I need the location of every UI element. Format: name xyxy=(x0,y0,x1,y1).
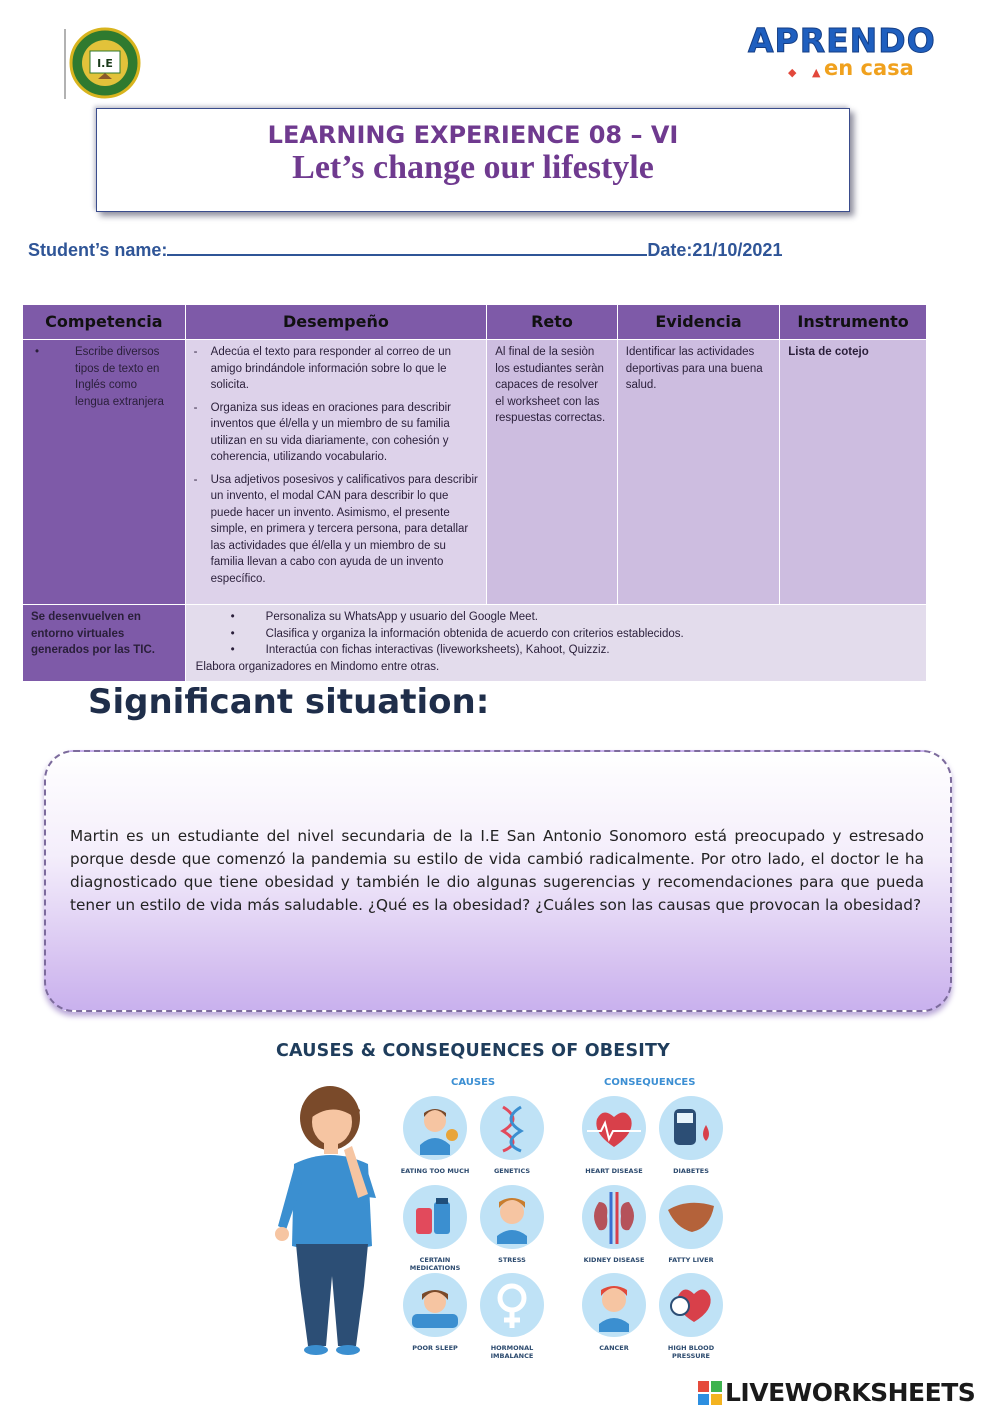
aprendo-en-casa-logo xyxy=(748,21,936,84)
desempeno-item: - Usa adjetivos posesivos y calificativos para describir un invento, el modal CAN para describir lo que puede hacer un invento. Asimismo, el presente simple, en primera y tercera persona, para detallar las actividades que él/ella y un miembro de su familia llevan a cabo con ayuda de un invento específico. xyxy=(193,473,478,585)
consequences-heading: CONSEQUENCES xyxy=(604,1077,696,1088)
significant-situation-heading: Significant situation: xyxy=(88,682,490,722)
competencia-text: Escribe diversos tipos de texto en Inglés como lengua extranjera xyxy=(75,346,164,408)
logo-shapes-icon: ◆ ▲ xyxy=(788,66,827,79)
cause-stress: STRESS xyxy=(472,1184,552,1264)
competencia-cell xyxy=(23,340,185,605)
stress-icon xyxy=(479,1184,545,1250)
situation-text: Martin es un estudiante del nivel secundaria de la I.E San Antonio Sonomoro está preocupado y estresado porque desde que comenzó la pandemia su estilo de vida cambió radicalmente. Por otro lado, el doctor le ha diagnosticado que tiene obesidad y también le dio algunas sugerencias y recomendaciones para que pueda tener un estilo de vida más saludable. ¿Qué es la obesidad? ¿Cuáles son las causas que provocan la obesidad? xyxy=(70,827,924,914)
medication-icon xyxy=(402,1184,468,1250)
student-name-field[interactable] xyxy=(167,240,647,256)
title-box xyxy=(96,108,850,212)
consequence-heart-disease: HEART DISEASE xyxy=(574,1095,654,1175)
table-row xyxy=(23,340,927,605)
consequence-cancer: CANCER xyxy=(574,1272,654,1352)
tic-label-cell: Se desenvuelven en entorno virtuales generados por las TIC. xyxy=(23,605,185,681)
header-reto: Reto xyxy=(487,305,618,340)
bullet: • xyxy=(35,346,40,358)
desempeno-item: - Organiza sus ideas en oraciones para describir inventos que él/ella y un miembro de su familia utilizan en su vida diariamente, con cohesión y coherencia, utilizando vocabulario. xyxy=(193,401,452,463)
glucometer-icon xyxy=(658,1095,724,1161)
learning-experience-title: LEARNING EXPERIENCE 08 – VI xyxy=(267,121,679,149)
female-symbol-icon xyxy=(479,1272,545,1338)
desempeno-item: - Adecúa el texto para responder al correo de un amigo brindándole información sobre lo que le solicita. xyxy=(193,346,452,391)
liver-icon xyxy=(658,1184,724,1250)
aprendo-word: APRENDO xyxy=(748,21,936,60)
eating-icon xyxy=(402,1095,468,1161)
instrumento-cell: Lista de cotejo xyxy=(780,340,927,605)
tic-extra-text: Elabora organizadores en Mindomo entre otras. xyxy=(195,660,440,673)
evidencia-cell: Identificar las actividades deportivas para una buena salud. xyxy=(617,340,779,605)
heart-icon xyxy=(581,1095,647,1161)
reto-cell: Al final de la sesiòn los estudiantes seràn capaces de resolver el worksheet con las respuestas correctas. xyxy=(487,340,618,605)
cause-eating-too-much: EATING TOO MUCH xyxy=(395,1095,475,1175)
consequence-high-blood-pressure: HIGH BLOOD PRESSURE xyxy=(651,1272,731,1360)
en-casa-word: en casa xyxy=(824,56,914,80)
blood-pressure-icon xyxy=(658,1272,724,1338)
dna-icon xyxy=(479,1095,545,1161)
sleep-icon xyxy=(402,1272,468,1338)
desempeno-cell xyxy=(185,340,487,605)
woman-illustration xyxy=(272,1076,388,1358)
consequence-fatty-liver: FATTY LIVER xyxy=(651,1184,731,1264)
cause-poor-sleep: POOR SLEEP xyxy=(395,1272,475,1352)
table-header-row xyxy=(23,305,927,340)
consequence-kidney-disease: KIDNEY DISEASE xyxy=(574,1184,654,1264)
student-info-line xyxy=(28,240,858,261)
consequence-diabetes: DIABETES xyxy=(651,1095,731,1175)
table-row xyxy=(23,605,927,681)
causes-heading: CAUSES xyxy=(451,1077,496,1088)
cause-genetics: GENETICS xyxy=(472,1095,552,1175)
header-evidencia: Evidencia xyxy=(617,305,779,340)
header-desempeno: Desempeño xyxy=(185,305,487,340)
infographic-title: CAUSES & CONSEQUENCES OF OBESITY xyxy=(276,1041,670,1061)
situation-box xyxy=(44,750,952,1012)
competency-table xyxy=(23,305,927,681)
tic-items-cell xyxy=(185,605,926,681)
header-competencia: Competencia xyxy=(23,305,185,340)
header-instrumento: Instrumento xyxy=(780,305,927,340)
cancer-icon xyxy=(581,1272,647,1338)
list-item: • Personaliza su WhatsApp y usuario del Google Meet. xyxy=(196,609,918,626)
liveworksheets-text: LIVEWORKSHEETS xyxy=(725,1378,976,1407)
liveworksheets-logo xyxy=(698,1378,994,1408)
school-logo-text: I.E xyxy=(97,57,113,70)
lesson-title: Let’s change our lifestyle xyxy=(292,149,654,186)
kidney-icon xyxy=(581,1184,647,1250)
school-logo xyxy=(64,27,144,99)
cause-certain-medications: CERTAIN MEDICATIONS xyxy=(395,1184,475,1272)
student-name-label: Student’s name: xyxy=(28,240,168,260)
cause-hormonal-imbalance: HORMONAL IMBALANCE xyxy=(472,1272,552,1360)
date-label: Date:21/10/2021 xyxy=(647,240,783,260)
list-item: • Interactúa con fichas interactivas (liveworksheets), Kahoot, Quizziz. xyxy=(196,642,918,659)
liveworksheets-grid-icon xyxy=(698,1381,722,1405)
list-item: • Clasifica y organiza la información obtenida de acuerdo con criterios establecidos. xyxy=(196,626,918,643)
